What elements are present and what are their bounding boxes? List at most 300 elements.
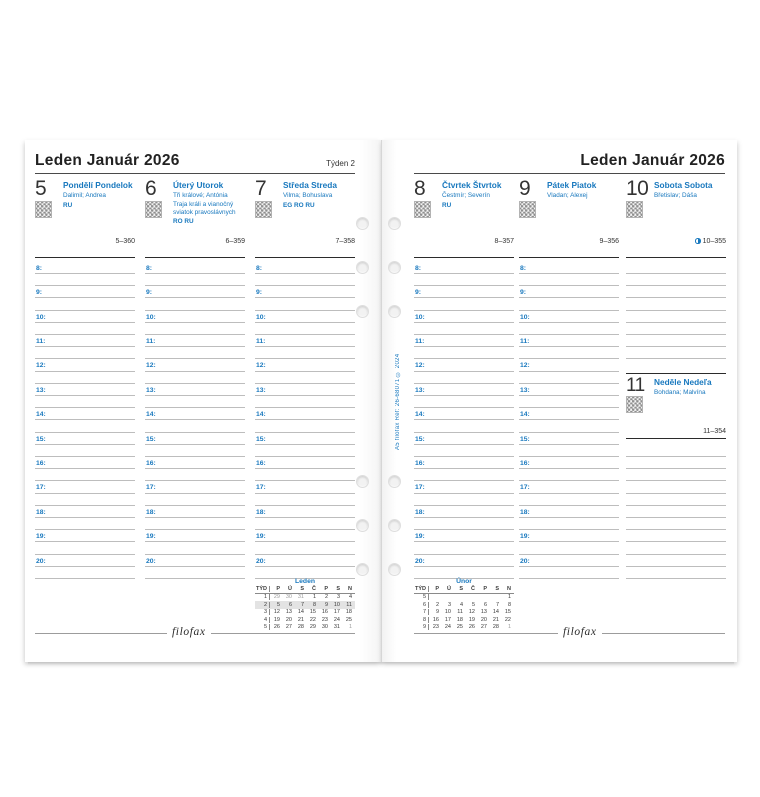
writing-line <box>414 310 514 311</box>
writing-line <box>414 395 514 396</box>
minical-header-cell: Ú <box>288 586 292 593</box>
minical-day-cell: 1 <box>507 594 511 601</box>
day-number: 5 <box>35 177 47 200</box>
writing-line <box>626 554 726 555</box>
minical-day-cell: 23 <box>432 624 439 631</box>
writing-line <box>626 541 726 542</box>
writing-line <box>414 456 514 457</box>
minical-day-cell: 24 <box>444 624 451 631</box>
qr-code-icon <box>626 201 643 218</box>
minical-week-row <box>255 609 355 617</box>
day-name: Pátek Piatok <box>547 180 597 190</box>
writing-line <box>255 480 355 481</box>
writing-line <box>145 554 245 555</box>
writing-line <box>519 529 619 530</box>
qr-code-icon <box>414 201 431 218</box>
writing-line <box>255 541 355 542</box>
hour-label: 20: <box>415 557 425 565</box>
writing-line <box>414 529 514 530</box>
hour-label: 13: <box>520 386 530 394</box>
day-column-friday <box>519 177 619 640</box>
hour-grid <box>145 257 245 589</box>
writing-line <box>145 285 245 286</box>
hour-label: 12: <box>36 362 46 370</box>
writing-line <box>35 297 135 298</box>
gutter-reference-text: A5 filofax Ref: 26-68071 © 2024 <box>395 353 401 451</box>
qr-code-icon <box>35 201 52 218</box>
minical-header-row <box>255 586 355 594</box>
hour-label: 10: <box>256 313 266 321</box>
hour-label: 17: <box>146 484 156 492</box>
mini-calendar-title: Únor <box>456 578 472 585</box>
hour-label: 16: <box>146 460 156 467</box>
writing-line <box>145 273 245 274</box>
writing-line <box>145 578 245 579</box>
page-title-left: Leden Január 2026 <box>35 152 180 169</box>
day-column-weekend <box>626 177 726 640</box>
minical-day-cell: 16 <box>321 609 328 616</box>
hour-label: 18: <box>415 508 425 516</box>
writing-line <box>35 541 135 542</box>
header-rule <box>414 173 725 174</box>
hour-label: 16: <box>256 460 266 467</box>
writing-line <box>35 334 135 335</box>
hour-label: 13: <box>256 386 266 394</box>
writing-line <box>255 395 355 396</box>
minical-day-cell: 31 <box>333 624 340 631</box>
minical-day-cell: 3 <box>255 609 270 615</box>
hour-label: 15: <box>415 435 425 443</box>
minical-day-cell: 26 <box>273 624 280 631</box>
hour-label: 10: <box>146 313 156 321</box>
date-rule <box>626 438 726 439</box>
writing-line <box>519 395 619 396</box>
hour-label: 19: <box>415 533 425 541</box>
hour-label: 12: <box>146 362 156 370</box>
writing-line <box>414 554 514 555</box>
writing-line <box>414 493 514 494</box>
writing-line <box>519 505 619 506</box>
minical-day-cell: 17 <box>444 616 451 623</box>
minical-day-cell: 2 <box>255 602 270 608</box>
writing-line <box>145 334 245 335</box>
writing-line <box>255 468 355 469</box>
hour-label: 20: <box>36 557 46 565</box>
writing-line <box>414 517 514 518</box>
writing-line <box>145 468 245 469</box>
writing-line <box>414 432 514 433</box>
writing-line <box>519 334 619 335</box>
writing-line <box>519 480 619 481</box>
writing-line <box>255 517 355 518</box>
hour-label: 10: <box>36 313 46 321</box>
minical-day-cell: 29 <box>309 624 316 631</box>
hour-label: 10: <box>520 313 530 321</box>
hour-label: 17: <box>36 484 46 492</box>
hour-grid <box>414 257 514 589</box>
minical-day-cell: 30 <box>285 594 292 601</box>
writing-line <box>145 480 245 481</box>
hour-label: 16: <box>415 460 425 467</box>
writing-line <box>255 493 355 494</box>
name-day-names: Vilma; Bohuslava <box>283 191 333 199</box>
minical-day-cell: 3 <box>336 594 340 601</box>
binder-hole <box>388 519 401 532</box>
minical-day-cell: 31 <box>297 594 304 601</box>
writing-line <box>35 310 135 311</box>
hour-label: 13: <box>146 386 156 394</box>
writing-line <box>35 322 135 323</box>
day-number: 11 <box>626 375 645 396</box>
minical-day-cell: 26 <box>468 624 475 631</box>
minical-day-cell: 27 <box>285 624 292 631</box>
writing-line <box>145 358 245 359</box>
writing-line <box>626 468 726 469</box>
name-day-names: Bohdana; Malvína <box>654 388 706 396</box>
minical-day-cell: 12 <box>273 609 280 616</box>
page-title-right: Leden Január 2026 <box>580 152 725 169</box>
minical-header-cell: S <box>495 586 499 593</box>
day-number: 7 <box>255 177 267 200</box>
minical-day-cell: 1 <box>255 594 270 600</box>
minical-header-cell: N <box>348 586 352 593</box>
writing-line <box>414 419 514 420</box>
writing-line <box>255 444 355 445</box>
week-number-label: Týden 2 <box>326 159 355 168</box>
writing-line <box>255 383 355 384</box>
minical-header-cell: P <box>276 586 280 593</box>
writing-line <box>414 297 514 298</box>
day-column-tuesday <box>145 177 245 640</box>
minical-day-cell: 7 <box>495 601 499 608</box>
writing-line <box>414 566 514 567</box>
writing-line <box>519 517 619 518</box>
writing-line <box>255 432 355 433</box>
filofax-logo: filofax <box>558 626 602 638</box>
minical-day-cell: 21 <box>492 616 499 623</box>
holiday-country-codes: RU <box>63 201 73 209</box>
name-day-names: Břetislav; Dáša <box>654 191 697 199</box>
writing-line <box>519 407 619 408</box>
writing-line <box>145 395 245 396</box>
minical-week-row <box>414 609 514 617</box>
minical-header-cell: N <box>507 586 511 593</box>
minical-header-cell: S <box>459 586 463 593</box>
qr-code-icon <box>519 201 536 218</box>
minical-day-cell: 4 <box>255 617 270 623</box>
writing-line <box>255 297 355 298</box>
writing-line <box>145 383 245 384</box>
minical-day-cell: 15 <box>309 609 316 616</box>
writing-line <box>35 419 135 420</box>
day-name: Čtvrtek Štvrtok <box>442 180 502 190</box>
minical-header-cell: S <box>336 586 340 593</box>
day-of-year-label: 9–356 <box>599 238 619 245</box>
writing-line <box>145 517 245 518</box>
writing-line <box>145 505 245 506</box>
writing-line <box>414 468 514 469</box>
minical-day-cell: 6 <box>414 602 429 608</box>
writing-line <box>35 505 135 506</box>
writing-line <box>35 444 135 445</box>
qr-code-icon <box>255 201 272 218</box>
minical-day-cell: 1 <box>507 624 511 631</box>
day-number: 6 <box>145 177 157 200</box>
day-name: Středa Streda <box>283 180 337 190</box>
minical-header-cell: P <box>435 586 439 593</box>
writing-line <box>35 407 135 408</box>
writing-line <box>145 529 245 530</box>
minical-day-cell: 12 <box>468 609 475 616</box>
hour-label: 9: <box>146 289 153 297</box>
writing-line <box>519 456 619 457</box>
hour-label: 19: <box>520 533 530 541</box>
minical-header-cell: TÝD <box>255 586 270 592</box>
minical-day-cell: 9 <box>414 624 429 630</box>
writing-line <box>255 273 355 274</box>
minical-week-row <box>255 601 355 609</box>
minical-week-row <box>414 624 514 632</box>
writing-line <box>145 444 245 445</box>
hour-label: 8: <box>146 264 153 272</box>
writing-line <box>255 529 355 530</box>
writing-line <box>519 383 619 384</box>
minical-day-cell: 21 <box>297 616 304 623</box>
writing-line <box>519 358 619 359</box>
writing-line <box>519 346 619 347</box>
day-column-wednesday <box>255 177 355 640</box>
day-of-year-label: 7–358 <box>335 238 355 245</box>
day-column-monday <box>35 177 135 640</box>
hour-label: 11: <box>415 338 425 345</box>
hour-label: 11: <box>520 338 530 345</box>
writing-line <box>255 310 355 311</box>
minical-day-cell: 14 <box>297 609 304 616</box>
hour-label: 13: <box>36 386 46 394</box>
hour-label: 9: <box>415 289 422 297</box>
writing-line <box>414 383 514 384</box>
hour-label: 19: <box>36 533 46 541</box>
minical-day-cell: 5 <box>414 594 429 600</box>
holiday-note: Traja králi a vianočný sviatok pravoslávnych <box>173 200 236 217</box>
writing-line <box>519 419 619 420</box>
binder-hole <box>388 217 401 230</box>
minical-day-cell: 13 <box>480 609 487 616</box>
minical-day-cell: 11 <box>457 609 463 616</box>
writing-line <box>255 371 355 372</box>
writing-line <box>519 297 619 298</box>
writing-line <box>35 578 135 579</box>
hour-label: 14: <box>36 411 46 419</box>
hour-label: 8: <box>520 264 527 272</box>
hour-grid <box>35 257 135 589</box>
hour-label: 16: <box>36 460 46 467</box>
minical-day-cell: 13 <box>285 609 292 616</box>
minical-day-cell: 17 <box>333 609 340 616</box>
binder-hole <box>356 217 369 230</box>
minical-day-cell: 18 <box>345 609 352 616</box>
writing-line <box>145 297 245 298</box>
writing-line <box>414 407 514 408</box>
minical-day-cell: 22 <box>504 616 511 623</box>
hour-label: 8: <box>415 264 422 272</box>
writing-line <box>414 322 514 323</box>
writing-line <box>35 480 135 481</box>
minical-day-cell: 25 <box>456 624 463 631</box>
hour-label: 20: <box>146 557 156 565</box>
writing-line <box>519 371 619 372</box>
minical-day-cell: 3 <box>447 601 451 608</box>
minical-day-cell: 10 <box>333 601 340 608</box>
minical-day-cell: 5 <box>255 624 270 630</box>
writing-line <box>519 493 619 494</box>
day-of-year-label: 10–355 <box>626 238 726 245</box>
minical-day-cell: 8 <box>312 601 316 608</box>
writing-line <box>145 310 245 311</box>
minical-header-cell: S <box>300 586 304 593</box>
writing-line <box>255 419 355 420</box>
writing-line <box>35 432 135 433</box>
writing-line <box>626 480 726 481</box>
minical-day-cell: 1 <box>312 594 316 601</box>
hour-label: 11: <box>36 338 46 345</box>
writing-line <box>145 456 245 457</box>
minical-day-cell: 8 <box>507 601 511 608</box>
hour-label: 12: <box>256 362 266 370</box>
name-day-names: Vladan; Alexej <box>547 191 588 199</box>
hour-label: 14: <box>256 411 266 419</box>
sunday-section <box>626 373 726 439</box>
hour-label: 20: <box>520 557 530 565</box>
writing-line <box>519 554 619 555</box>
minical-day-cell: 20 <box>480 616 487 623</box>
hour-label: 9: <box>256 289 263 297</box>
hour-label: 20: <box>256 557 266 565</box>
day-name: Sobota Sobota <box>654 180 713 190</box>
hour-label: 19: <box>256 533 266 541</box>
name-day-names: Dalimil; Andrea <box>63 191 106 199</box>
minical-day-cell: 14 <box>492 609 499 616</box>
writing-line <box>145 371 245 372</box>
hour-label: 18: <box>146 508 156 516</box>
hour-label: 9: <box>520 289 527 297</box>
writing-line <box>414 444 514 445</box>
hour-label: 18: <box>520 508 530 516</box>
writing-line <box>519 432 619 433</box>
writing-line <box>626 578 726 579</box>
writing-line <box>255 358 355 359</box>
binder-hole <box>388 261 401 274</box>
hour-label: 15: <box>520 435 530 443</box>
writing-line <box>145 419 245 420</box>
minical-day-cell: 25 <box>345 616 352 623</box>
hour-grid <box>255 257 355 589</box>
header-rule <box>35 173 355 174</box>
writing-line <box>145 541 245 542</box>
minical-day-cell: 23 <box>321 616 328 623</box>
writing-line <box>519 273 619 274</box>
minical-day-cell: 22 <box>309 616 316 623</box>
minical-day-cell: 2 <box>435 601 439 608</box>
writing-line <box>145 432 245 433</box>
minical-day-cell: 19 <box>468 616 475 623</box>
minical-day-cell: 18 <box>456 616 463 623</box>
writing-line <box>519 541 619 542</box>
qr-code-icon <box>145 201 162 218</box>
filofax-logo: filofax <box>167 626 211 638</box>
writing-line <box>35 529 135 530</box>
day-of-year-label: 8–357 <box>494 238 514 245</box>
writing-line <box>519 285 619 286</box>
binder-hole <box>388 305 401 318</box>
day-name: Úterý Utorok <box>173 180 224 190</box>
writing-line <box>145 407 245 408</box>
writing-line <box>519 310 619 311</box>
minical-day-cell: 6 <box>288 601 292 608</box>
moon-first-quarter-icon <box>695 238 701 244</box>
day-number: 8 <box>414 177 426 200</box>
hour-label: 17: <box>415 484 425 492</box>
writing-line <box>414 480 514 481</box>
writing-line <box>255 407 355 408</box>
left-page <box>25 140 381 662</box>
writing-line <box>255 285 355 286</box>
writing-line <box>519 468 619 469</box>
writing-line <box>519 444 619 445</box>
minical-day-cell: 4 <box>348 594 352 601</box>
writing-line <box>519 322 619 323</box>
hour-label: 15: <box>36 435 46 443</box>
writing-line <box>35 395 135 396</box>
writing-line <box>35 273 135 274</box>
hour-label: 14: <box>415 411 425 419</box>
writing-line <box>414 334 514 335</box>
minical-day-cell: 7 <box>414 609 429 615</box>
minical-day-cell: 7 <box>300 601 304 608</box>
minical-week-row <box>255 594 355 602</box>
writing-line <box>255 346 355 347</box>
hour-label: 11: <box>256 338 266 345</box>
holiday-country-codes: EG RO RU <box>283 201 315 209</box>
writing-line <box>145 322 245 323</box>
hour-label: 18: <box>36 508 46 516</box>
writing-line <box>145 566 245 567</box>
writing-line <box>35 456 135 457</box>
qr-code-icon <box>626 396 643 413</box>
minical-header-cell: P <box>483 586 487 593</box>
holiday-country-codes: RO RU <box>173 218 194 226</box>
minical-day-cell: 2 <box>324 594 328 601</box>
minical-header-cell: TÝD <box>414 586 429 592</box>
hour-label: 8: <box>256 264 263 272</box>
minical-header-cell: Č <box>312 586 316 593</box>
hour-label: 9: <box>36 289 43 297</box>
writing-line <box>35 493 135 494</box>
writing-line <box>519 566 619 567</box>
minical-day-cell: 4 <box>459 601 463 608</box>
hour-label: 17: <box>520 484 530 492</box>
minical-day-cell: 20 <box>285 616 292 623</box>
hour-label: 10: <box>415 313 425 321</box>
writing-line <box>255 505 355 506</box>
day-of-year-label: 6–359 <box>225 238 245 245</box>
minical-day-cell: 6 <box>483 601 487 608</box>
writing-line <box>35 358 135 359</box>
hour-label: 14: <box>146 411 156 419</box>
day-of-year-label: 11–354 <box>703 428 726 435</box>
day-column-thursday <box>414 177 514 640</box>
minical-day-cell: 19 <box>273 616 280 623</box>
